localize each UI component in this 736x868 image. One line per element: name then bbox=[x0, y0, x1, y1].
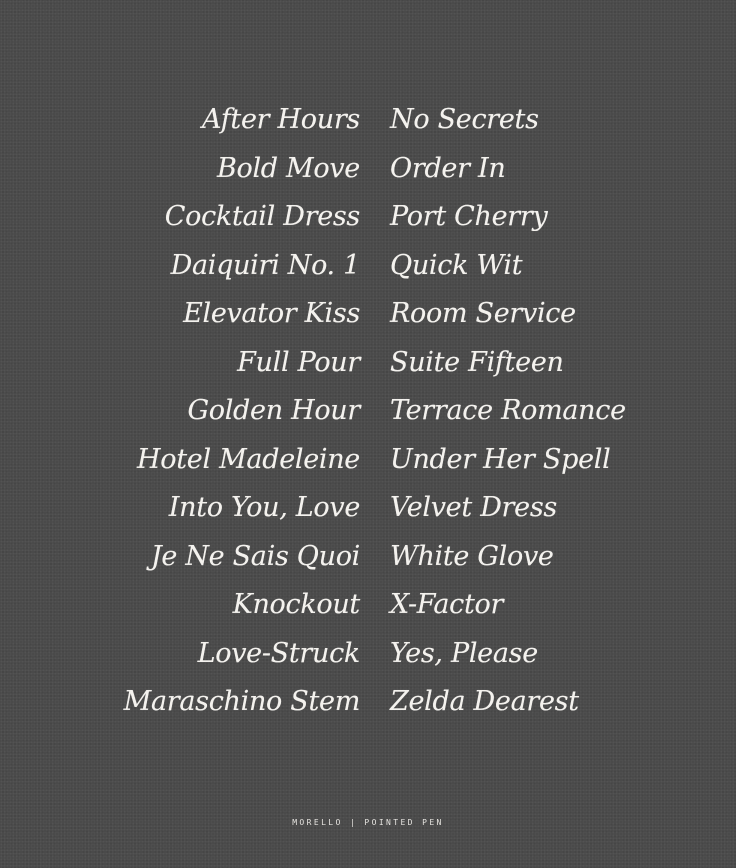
phrase-love-struck: Love-Struck bbox=[197, 637, 360, 669]
phrase-hotel-madeleine: Hotel Madeleine bbox=[137, 443, 360, 475]
left-column bbox=[100, 96, 360, 727]
phrase-je-ne-sais-quoi: Je Ne Sais Quoi bbox=[150, 540, 360, 572]
phrase-no-secrets: No Secrets bbox=[390, 104, 539, 135]
phrase-elevator-kiss: Elevator Kiss bbox=[183, 298, 360, 329]
phrase-yes-please: Yes, Please bbox=[390, 637, 538, 669]
phrase-port-cherry: Port Cherry bbox=[390, 201, 548, 232]
phrase-golden-hour: Golden Hour bbox=[187, 395, 360, 426]
phrase-white-glove: White Glove bbox=[390, 540, 554, 572]
right-column bbox=[390, 96, 650, 727]
type-specimen bbox=[0, 96, 736, 736]
phrase-after-hours: After Hours bbox=[202, 104, 360, 135]
phrase-bold-move: Bold Move bbox=[216, 152, 360, 184]
phrase-terrace-romance: Terrace Romance bbox=[390, 395, 626, 426]
phrase-x-factor: X-Factor bbox=[390, 589, 504, 620]
phrase-zelda-dearest: Zelda Dearest bbox=[390, 686, 579, 717]
phrase-quick-wit: Quick Wit bbox=[390, 249, 523, 281]
phrase-cocktail-dress: Cocktail Dress bbox=[164, 201, 360, 232]
phrase-order-in: Order In bbox=[390, 152, 506, 184]
phrase-daiquiri-no-1: Daiquiri No. 1 bbox=[170, 249, 360, 281]
phrase-suite-fifteen: Suite Fifteen bbox=[390, 346, 564, 378]
phrase-under-her-spell: Under Her Spell bbox=[390, 443, 611, 475]
phrase-knockout: Knockout bbox=[232, 589, 360, 620]
phrase-full-pour: Full Pour bbox=[237, 346, 360, 378]
phrase-room-service: Room Service bbox=[390, 298, 576, 329]
phrase-maraschino-stem: Maraschino Stem bbox=[123, 686, 360, 717]
font-credit: MORELLO | POINTED PEN bbox=[292, 818, 444, 827]
phrase-into-you-love: Into You, Love bbox=[168, 492, 360, 523]
phrase-velvet-dress: Velvet Dress bbox=[390, 492, 557, 523]
